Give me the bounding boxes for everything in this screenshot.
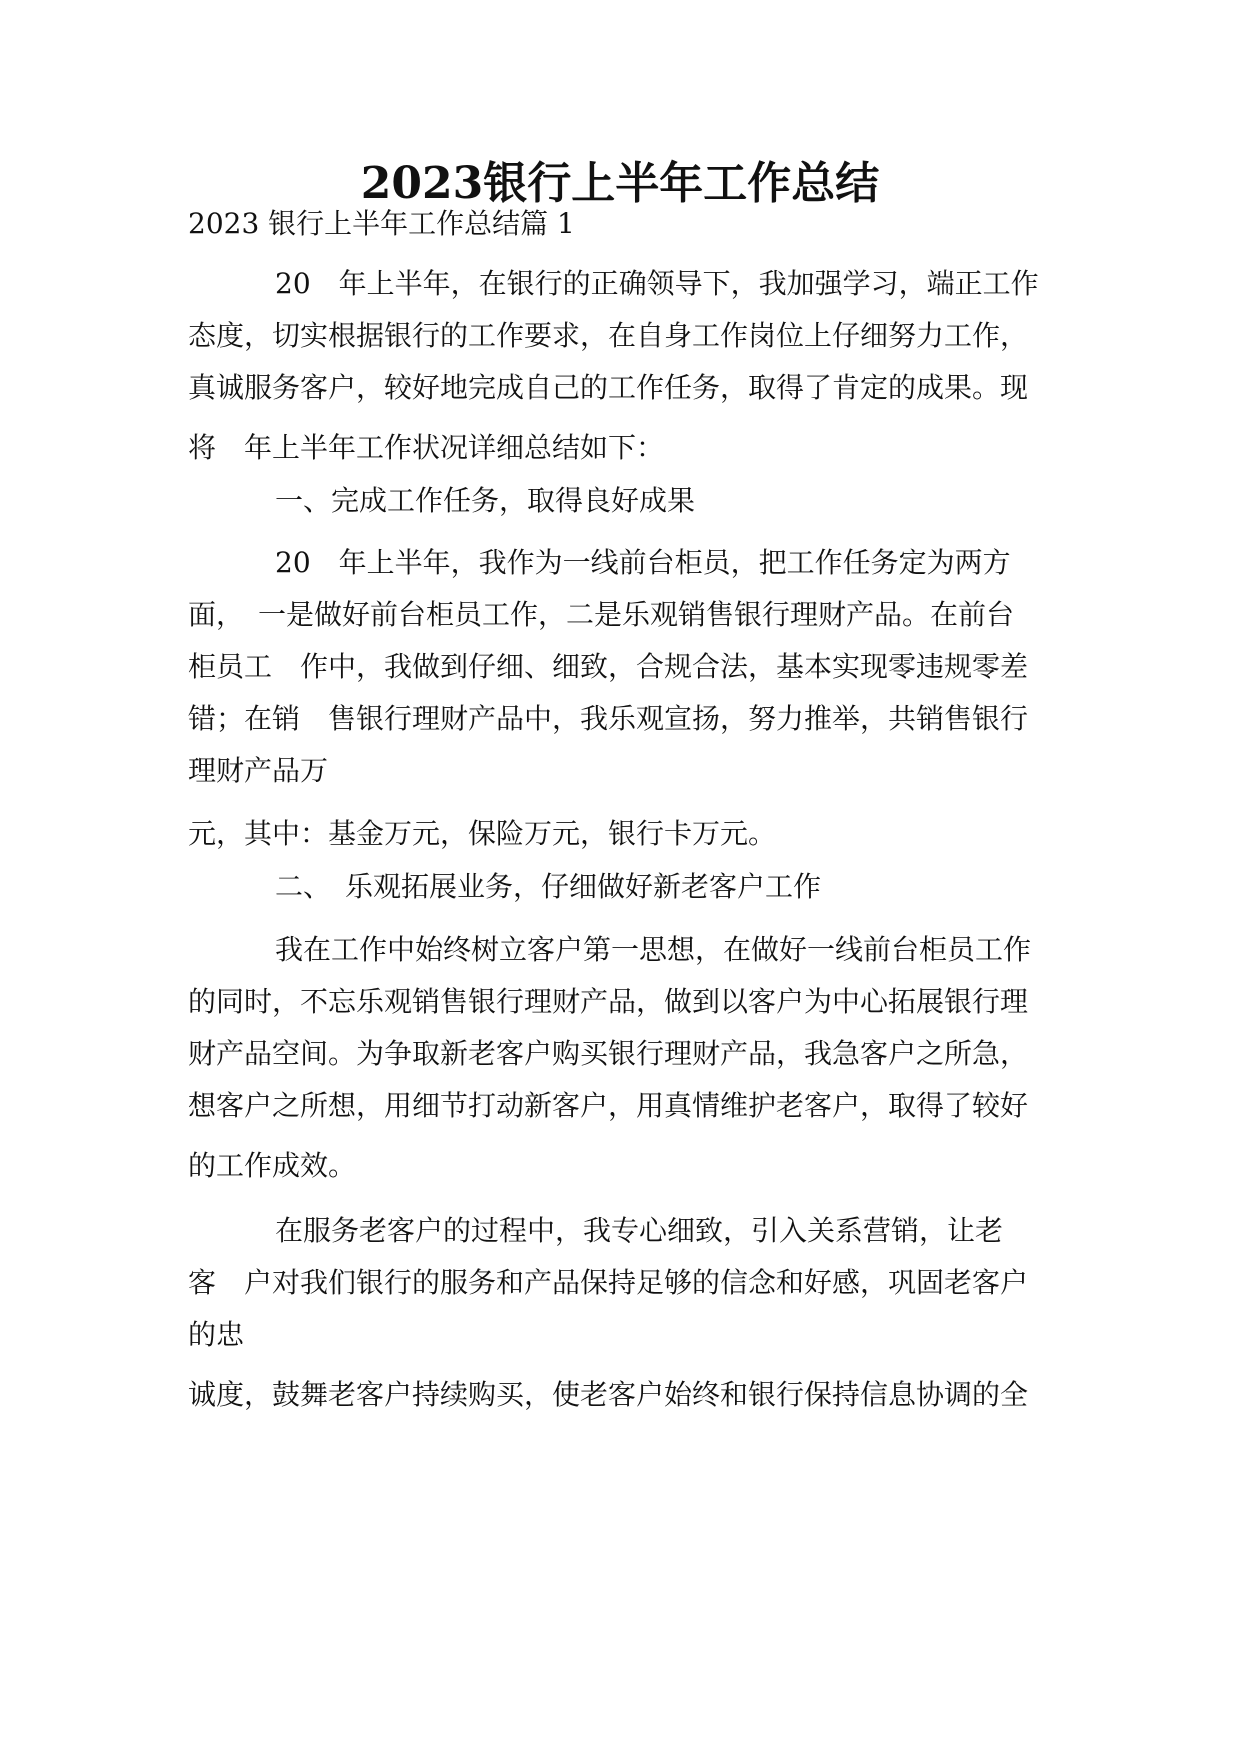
paragraph-line-7: 柜员工 作中，我做到仔细、细致，合规合法，基本实现零违规零差 xyxy=(188,650,1029,683)
paragraph-line-14: 想客户之所想，用细节打动新客户，用真情维护老客户，取得了较好 xyxy=(188,1089,1029,1122)
paragraph-line-17: 客 户对我们银行的服务和产品保持足够的信念和好感，巩固老客户 xyxy=(188,1266,1029,1299)
paragraph-line-13: 财产品空间。为争取新老客户购买银行理财产品，我急客户之所急， xyxy=(188,1037,1029,1070)
paragraph-line-4: 将 年上半年工作状况详细总结如下： xyxy=(188,431,665,464)
paragraph-line-12: 的同时，不忘乐观销售银行理财产品，做到以客户为中心拓展银行理 xyxy=(188,985,1029,1018)
paragraph-line-18: 的忠 xyxy=(188,1318,245,1351)
document-subtitle: 2023 银行上半年工作总结篇 1 xyxy=(188,207,575,240)
paragraph-line-3: 真诚服务客户，较好地完成自己的工作任务，取得了肯定的成果。现 xyxy=(188,371,1029,404)
document-title: 2023银行上半年工作总结 xyxy=(360,158,880,209)
section-heading-2: 二、 乐观拓展业务，仔细做好新老客户工作 xyxy=(275,870,822,903)
section-heading-1: 一、完成工作任务，取得良好成果 xyxy=(275,484,696,517)
paragraph-line-8: 错；在销 售银行理财产品中，我乐观宣扬，努力推举，共销售银行 xyxy=(188,702,1029,735)
paragraph-line-6: 面， 一是做好前台柜员工作，二是乐观销售银行理财产品。在前台 xyxy=(188,598,1015,631)
paragraph-line-5: 20 年上半年，我作为一线前台柜员，把工作任务定为两方 xyxy=(275,546,1011,579)
paragraph-line-2: 态度，切实根据银行的工作要求，在自身工作岗位上仔细努力工作， xyxy=(188,319,1029,352)
paragraph-line-19: 诚度，鼓舞老客户持续购买，使老客户始终和银行保持信息协调的全 xyxy=(188,1378,1029,1411)
paragraph-line-1: 20 年上半年，在银行的正确领导下，我加强学习，端正工作 xyxy=(275,267,1039,300)
paragraph-line-16: 在服务老客户的过程中，我专心细致，引入关系营销，让老 xyxy=(275,1214,1004,1247)
paragraph-line-9: 理财产品万 xyxy=(188,754,329,787)
paragraph-line-11: 我在工作中始终树立客户第一思想，在做好一线前台柜员工作 xyxy=(275,933,1032,966)
paragraph-line-15: 的工作成效。 xyxy=(188,1149,357,1182)
paragraph-line-10: 元，其中：基金万元，保险万元，银行卡万元。 xyxy=(188,817,777,850)
